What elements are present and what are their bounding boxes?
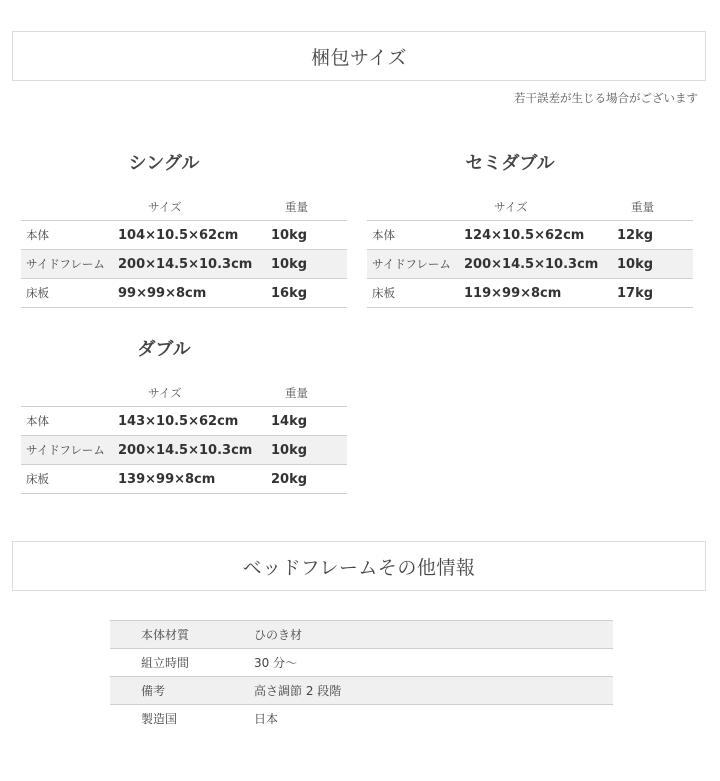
- other-info-table: [110, 620, 613, 732]
- header-blank: [21, 194, 118, 221]
- table-header-row: [367, 194, 693, 221]
- part-size: 104×10.5×62cm: [118, 221, 271, 250]
- model-title-double: ダブル: [137, 339, 191, 360]
- table-header-row: [21, 194, 347, 221]
- part-label: 床板: [21, 465, 118, 494]
- part-size: 99×99×8cm: [118, 279, 271, 308]
- part-weight: 14kg: [271, 407, 347, 436]
- part-label: サイドフレーム: [21, 436, 118, 465]
- table-row: [21, 221, 347, 250]
- table-row: [367, 279, 693, 308]
- table-row: [110, 705, 613, 733]
- part-size: 200×14.5×10.3cm: [118, 436, 271, 465]
- info-value: ひのき材: [254, 621, 613, 649]
- tolerance-note: 若干誤差が生じる場合がございます: [514, 91, 698, 105]
- size-block-single: [21, 149, 347, 308]
- part-size: 200×14.5×10.3cm: [118, 250, 271, 279]
- table-row: [21, 436, 347, 465]
- header-size: サイズ: [148, 200, 182, 214]
- part-label: 床板: [367, 279, 464, 308]
- part-weight: 12kg: [617, 221, 693, 250]
- table-row: [110, 677, 613, 705]
- info-label: 組立時間: [141, 656, 190, 670]
- part-weight: 10kg: [271, 221, 347, 250]
- size-table-double: [21, 380, 347, 494]
- part-weight: 10kg: [271, 436, 347, 465]
- part-weight: 10kg: [271, 250, 347, 279]
- table-row: [367, 221, 693, 250]
- part-weight: 17kg: [617, 279, 693, 308]
- header-size: サイズ: [494, 200, 528, 214]
- header-weight: 重量: [285, 200, 308, 214]
- size-block-semi-double: [367, 149, 693, 308]
- info-value: 日本: [254, 712, 279, 726]
- table-row: [21, 279, 347, 308]
- header-weight: 重量: [631, 200, 654, 214]
- size-table-semi-double: [367, 194, 693, 308]
- packaging-size-title: 梱包サイズ: [311, 46, 407, 69]
- part-weight: 20kg: [271, 465, 347, 494]
- info-label: 本体材質: [110, 621, 254, 649]
- part-size: 119×99×8cm: [464, 279, 617, 308]
- table-row: [367, 250, 693, 279]
- table-row: [110, 621, 613, 649]
- part-size: 143×10.5×62cm: [118, 407, 271, 436]
- other-info-title: ベッドフレームその他情報: [242, 556, 476, 579]
- info-value: 30 分〜: [254, 656, 298, 670]
- part-weight: 16kg: [271, 279, 347, 308]
- part-label: 本体: [21, 221, 118, 250]
- model-title-semi-double: セミダブル: [465, 153, 555, 174]
- packaging-size-heading: [12, 31, 706, 81]
- other-info-heading: [12, 541, 706, 591]
- model-title-single: シングル: [128, 153, 200, 174]
- table-row: [110, 649, 613, 677]
- table-row: [21, 407, 347, 436]
- table-header-row: [21, 380, 347, 407]
- part-weight: 10kg: [617, 250, 693, 279]
- part-label: 本体: [367, 221, 464, 250]
- table-row: [21, 250, 347, 279]
- size-table-single: [21, 194, 347, 308]
- header-size: サイズ: [148, 386, 182, 400]
- info-value: 高さ調節 2 段階: [254, 677, 613, 705]
- part-size: 200×14.5×10.3cm: [464, 250, 617, 279]
- table-row: [21, 465, 347, 494]
- part-size: 124×10.5×62cm: [464, 221, 617, 250]
- part-label: サイドフレーム: [367, 250, 464, 279]
- part-label: 床板: [21, 279, 118, 308]
- size-block-double: [21, 335, 347, 494]
- part-label: 本体: [21, 407, 118, 436]
- part-size: 139×99×8cm: [118, 465, 271, 494]
- part-label: サイドフレーム: [21, 250, 118, 279]
- header-blank: [367, 194, 464, 221]
- header-blank: [21, 380, 118, 407]
- info-label: 備考: [110, 677, 254, 705]
- info-label: 製造国: [141, 712, 178, 726]
- header-weight: 重量: [285, 386, 308, 400]
